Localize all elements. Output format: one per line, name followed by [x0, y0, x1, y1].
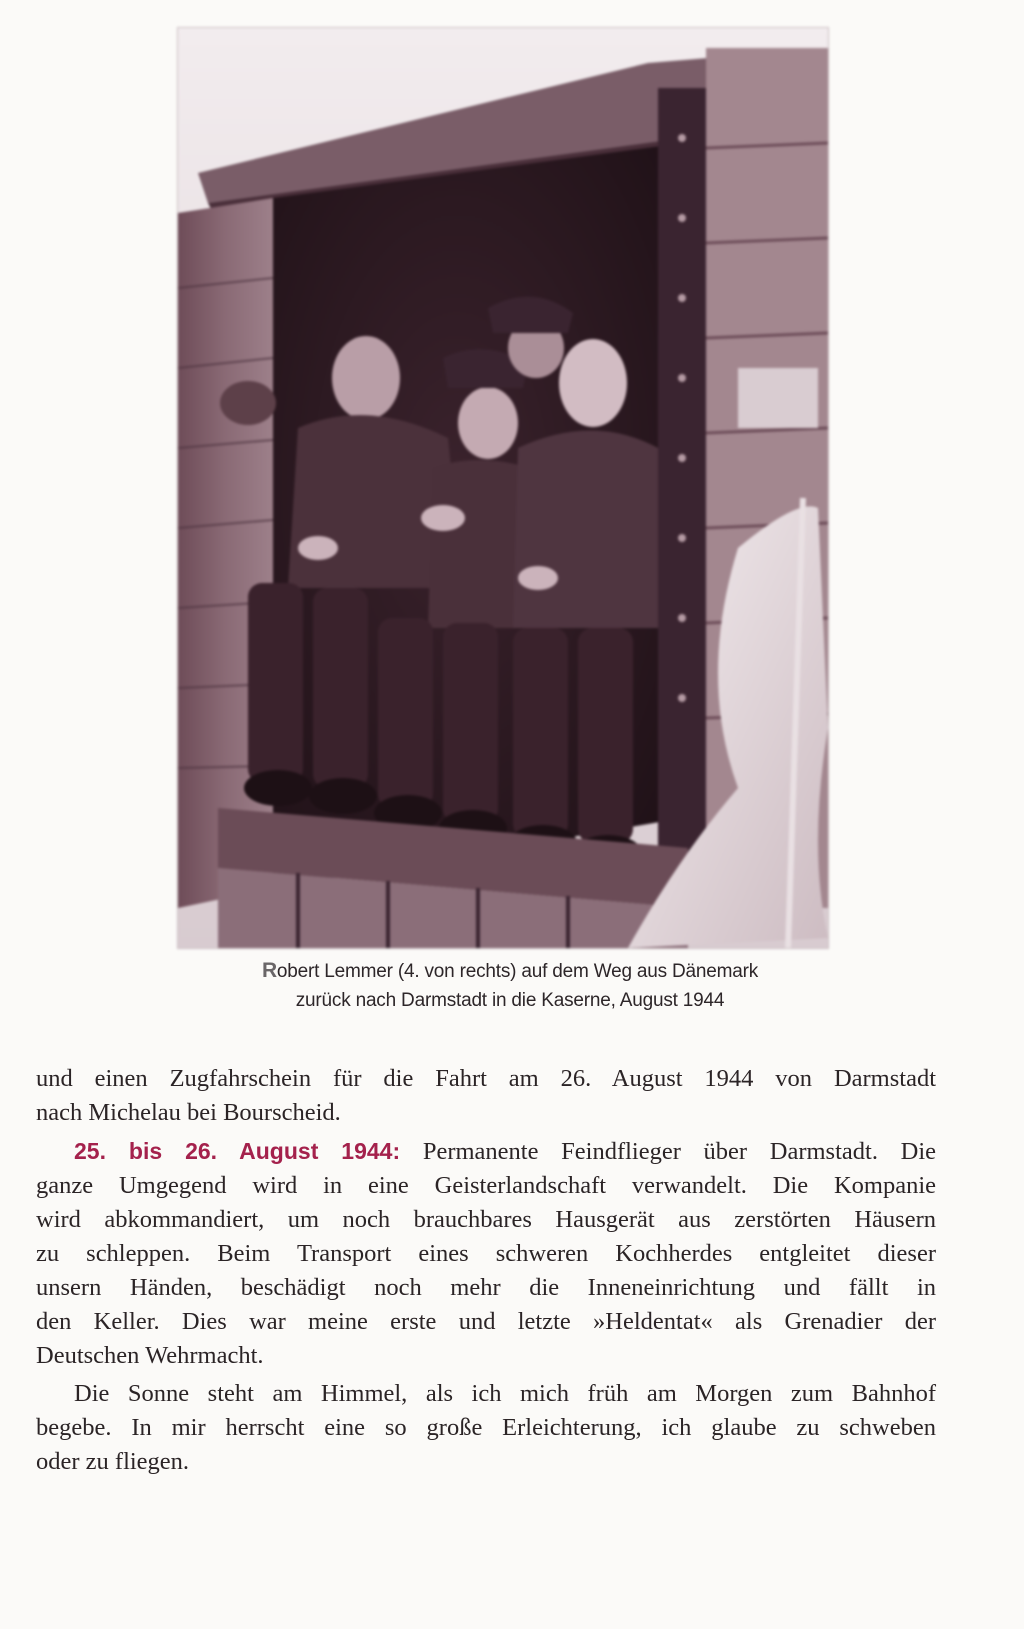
caption-line-1-text: obert Lemmer (4. von rechts) auf dem Weg aus Dänemark	[276, 961, 759, 982]
caption-initial: R	[261, 959, 277, 982]
caption-line-2: zurück nach Darmstadt in die Kaserne, August 1944	[295, 990, 725, 1011]
paragraph-1-line-2: nach Michelau bei Bourscheid.	[36, 1099, 341, 1126]
paragraph-3	[36, 1377, 936, 1479]
paragraph-2-line-1-text: Permanente Feindflieger über Darmstadt. Die	[400, 1138, 936, 1165]
caption-line-1	[200, 956, 820, 986]
paragraph-1-line-1: und einen Zugfahrschein für die Fahrt am 26. August 1944 von Darmstadt	[36, 1065, 936, 1092]
historic-photograph	[178, 28, 828, 948]
paragraph-2-line-5: unsern Händen, beschädigt noch mehr die Inneneinrichtung und fällt in	[36, 1274, 936, 1301]
paragraph-3-line-2: begebe. In mir herrscht eine so große Erleichterung, ich glaube zu schweben	[36, 1414, 936, 1441]
paragraph-2	[36, 1134, 936, 1373]
paragraph-2-line-7: Deutschen Wehrmacht.	[36, 1342, 264, 1369]
body-text	[36, 1062, 936, 1479]
photo-caption	[200, 956, 820, 1015]
paragraph-3-line-3: oder zu fliegen.	[36, 1448, 190, 1475]
paragraph-2-line-6: den Keller. Dies war meine erste und letzte »Heldentat« als Grenadier der	[36, 1308, 936, 1335]
date-heading: 25. bis 26. August 1944:	[74, 1138, 401, 1164]
paragraph-2-line-2: ganze Umgegend wird in eine Geisterlandschaft verwandelt. Die Kompanie	[36, 1172, 936, 1199]
paragraph-3-line-1: Die Sonne steht am Himmel, als ich mich früh am Morgen zum Bahnhof	[74, 1380, 936, 1407]
paragraph-1	[36, 1062, 936, 1130]
paragraph-2-line-4: zu schleppen. Beim Transport eines schweren Kochherdes entgleitet dieser	[36, 1240, 936, 1267]
paragraph-2-line-3: wird abkommandiert, um noch brauchbares Hausgerät aus zerstörten Häusern	[36, 1206, 936, 1233]
photograph-image	[178, 28, 828, 948]
paragraph-2-line-1	[36, 1134, 936, 1169]
